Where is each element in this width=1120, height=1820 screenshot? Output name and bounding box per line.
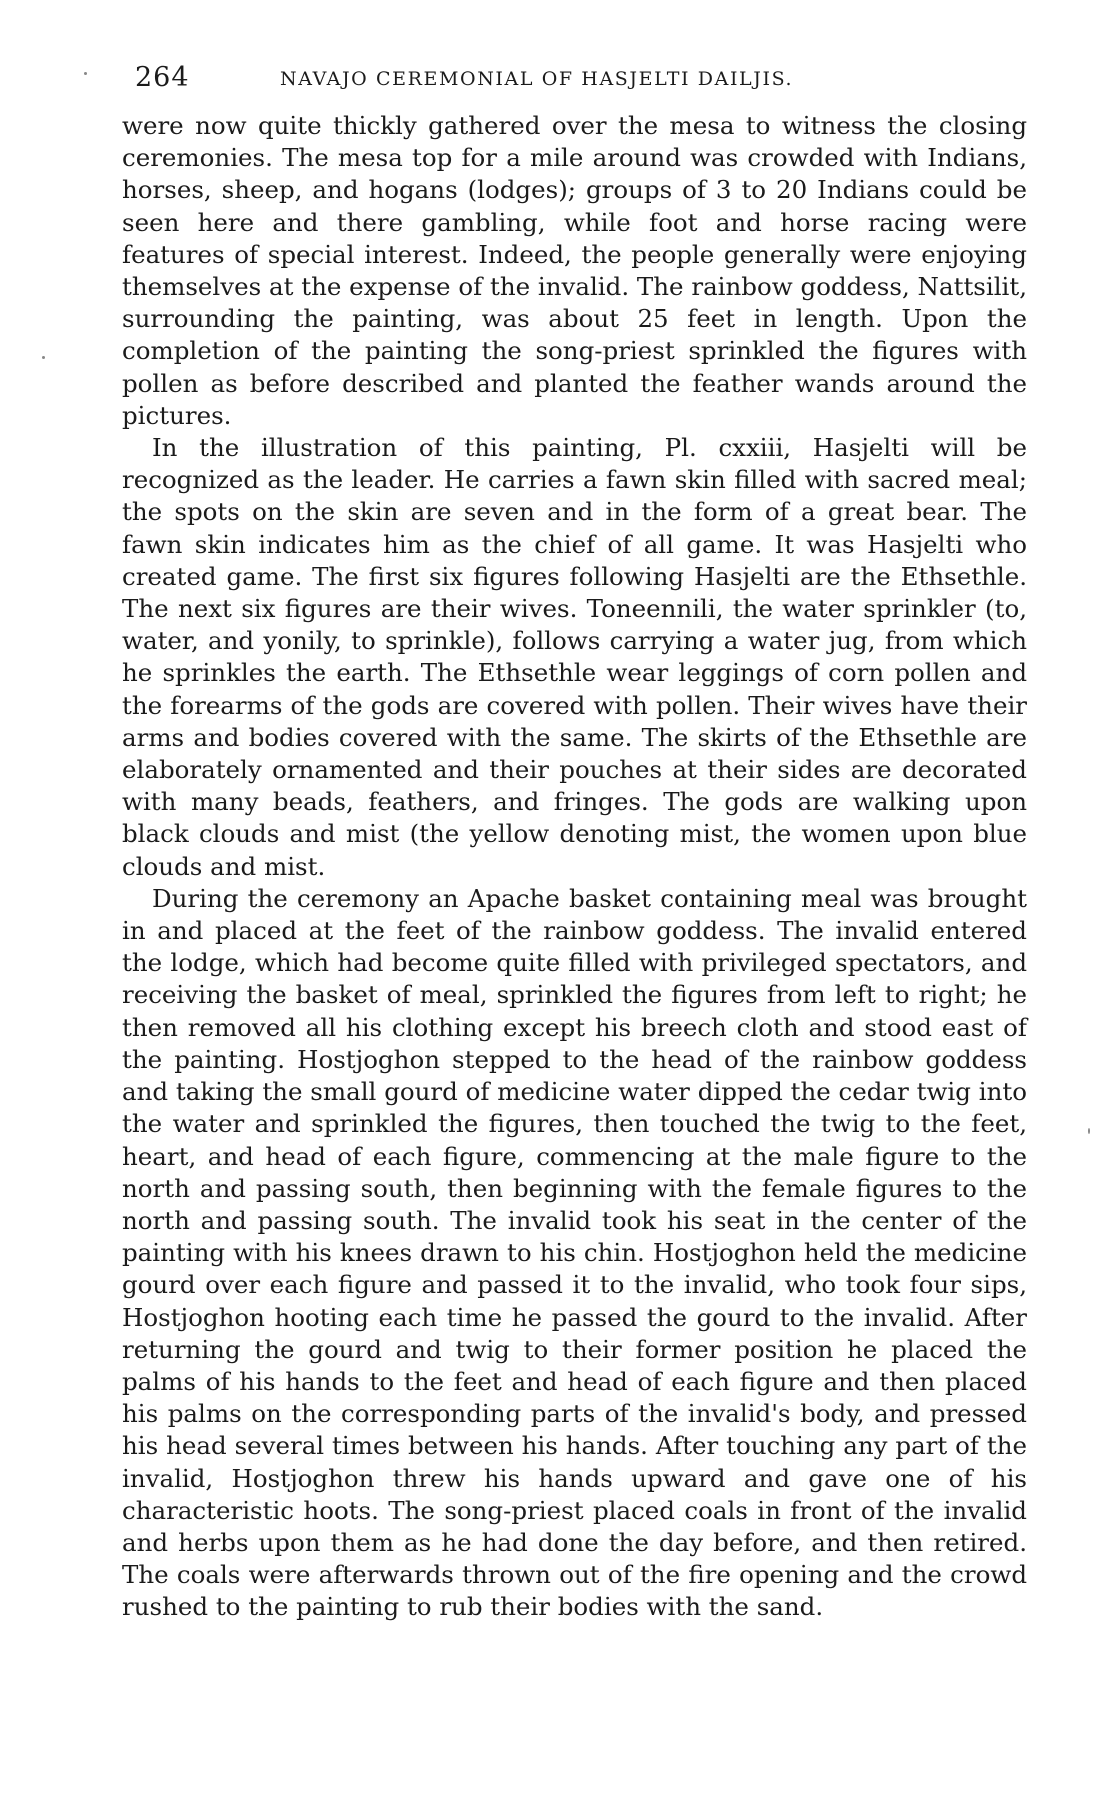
- running-title: NAVAJO CEREMONIAL OF HASJELTI DAILJIS.: [280, 68, 794, 90]
- paper-speck: [84, 72, 87, 75]
- paper-speck: [42, 356, 45, 359]
- page-header: [135, 62, 1055, 102]
- paragraph-3: During the ceremony an Apache basket containing meal was brought in and placed at the feet of the rainbow goddess. The invalid entered the lodge, which had become quite filled with privileged spectators, and receiving the basket of meal, sprinkled the figures from left to right; he then removed all his clothing except his breech cloth and stood east of the painting. Hostjoghon stepped to the head of the rainbow goddess and taking the small gourd of medicine water dipped the cedar twig into the water and sprinkled the figures, then touched the twig to the feet, heart, and head of each figure, commencing at the male figure to the north and passing south, then beginning with the female figures to the north and passing south. The invalid took his seat in the center of the painting with his knees drawn to his chin. Hostjoghon held the medicine gourd over each figure and passed it to the invalid, who took four sips, Hostjoghon hooting each time he passed the gourd to the invalid. After returning the gourd and twig to their former position he placed the palms of his hands to the feet and head of each figure and then placed his palms on the corresponding parts of the invalid's body, and pressed his head several times between his hands. After touching any part of the invalid, Hostjoghon threw his hands upward and gave one of his characteristic hoots. The song-priest placed coals in front of the invalid and herbs upon them as he had done the day before, and then retired. The coals were afterwards thrown out of the fire opening and the crowd rushed to the painting to rub their bodies with the sand.: [122, 883, 1027, 1622]
- page-number: 264: [135, 62, 190, 93]
- paragraph-1: were now quite thickly gathered over the mesa to witness the closing ceremonies. The mesa top for a mile around was crowded with Indians, horses, sheep, and hogans (lodges); groups of 3 to 20 Indians could be seen here and there gambling, while foot and horse racing were features of special interest. Indeed, the people generally were enjoying themselves at the expense of the invalid. The rainbow goddess, Nattsilit, surrounding the painting, was about 25 feet in length. Upon the completion of the painting the song-priest sprinkled the figures with pollen as before described and planted the feather wands around the pictures.: [122, 111, 1027, 430]
- paragraph-2: In the illustration of this painting, Pl. cxxiii, Hasjelti will be recognized as the leader. He carries a fawn skin filled with sacred meal; the spots on the skin are seven and in the form of a great bear. The fawn skin indicates him as the chief of all game. It was Hasjelti who created game. The first six figures following Hasjelti are the Ethsethle. The next six figures are their wives. Toneennili, the water sprinkler (to, water, and yonily, to sprinkle), follows carrying a water jug, from which he sprinkles the earth. The Ethsethle wear leggings of corn pollen and the forearms of the gods are covered with pollen. Their wives have their arms and bodies covered with the same. The skirts of the Ethsethle are elaborately ornamented and their pouches at their sides are decorated with many beads, feathers, and fringes. The gods are walking upon black clouds and mist (the yellow denoting mist, the women upon blue clouds and mist.: [122, 433, 1027, 881]
- paper-speck: [1088, 1128, 1090, 1134]
- body-text: [122, 110, 1027, 1624]
